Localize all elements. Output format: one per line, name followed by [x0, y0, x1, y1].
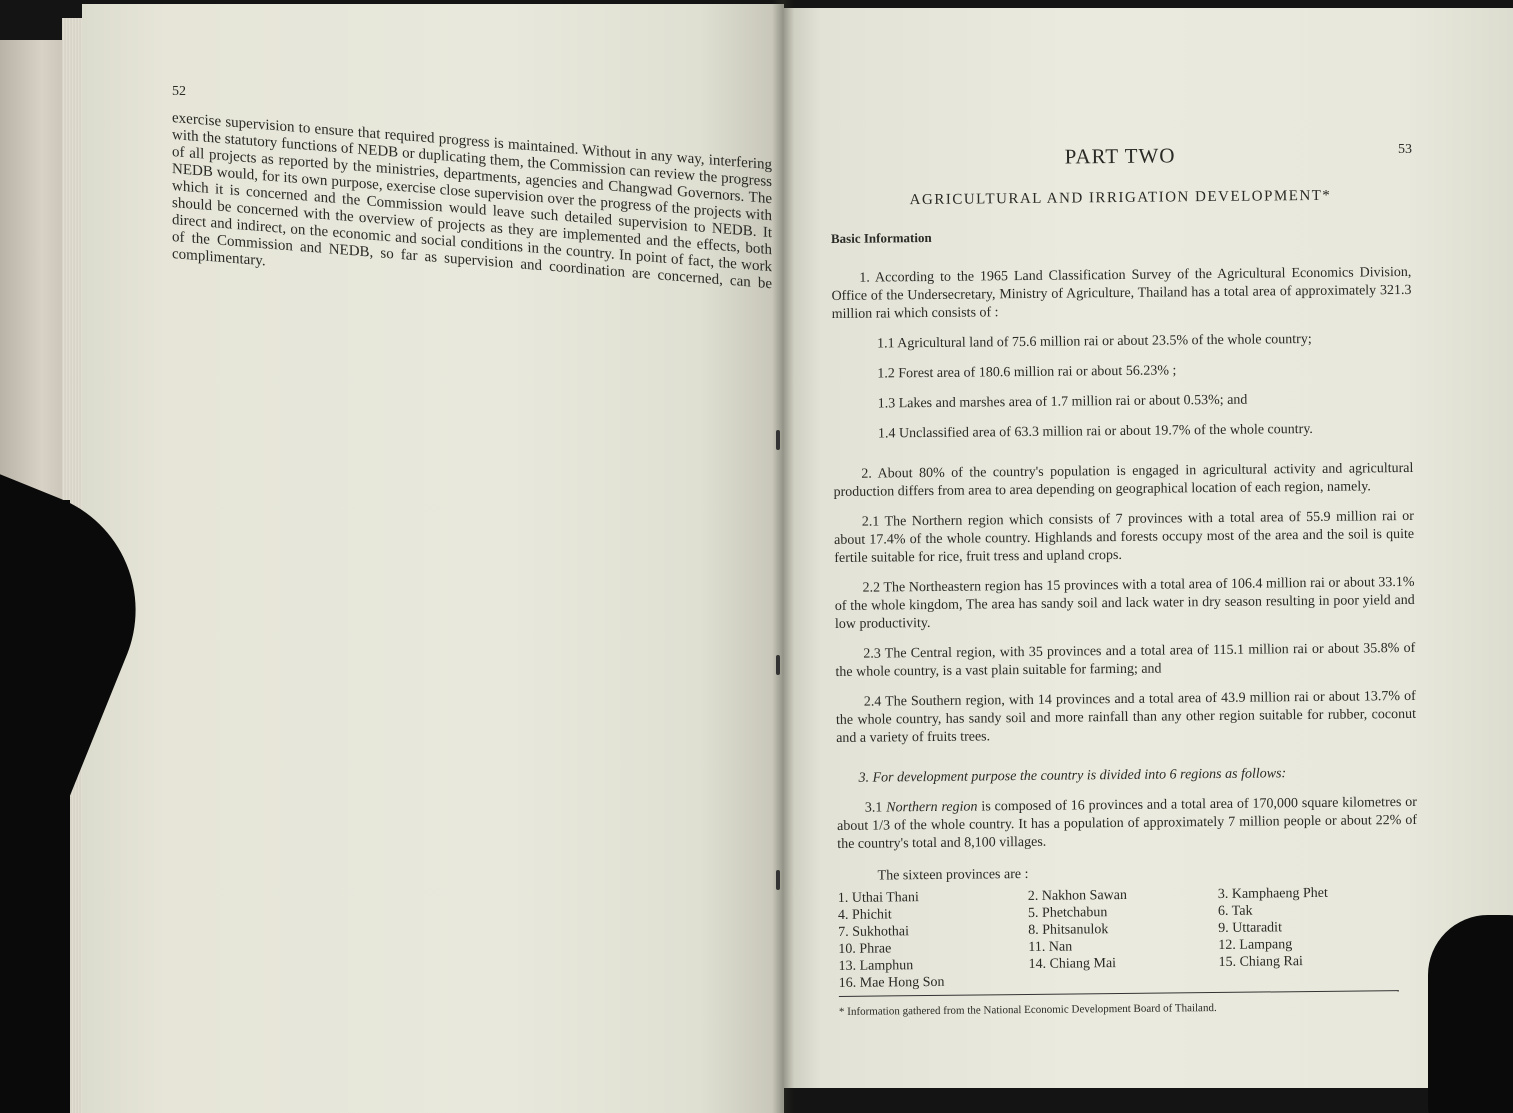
- paragraph-3-1-region: Northern region: [886, 799, 978, 816]
- list-item: 8. Phitsanulok: [1028, 922, 1109, 938]
- binding-stitch: [776, 870, 780, 890]
- paragraph-2-3: 2.3 The Central region, with 35 provinces and a total area of 115.1 million rai or about 35.8% of the whole country, is a vast plain suitable for farming; and: [835, 640, 1416, 680]
- list-item: 1.2 Forest area of 180.6 million rai or about 56.23% ;: [877, 363, 1177, 382]
- paragraph-3: 3. For development purpose the country is divided into 6 regions as follows:: [858, 766, 1287, 786]
- paragraph-2-4: 2.4 The Southern region, with 14 provinces and a total area of 43.9 million rai or about 13.7% of the whole country, has sandy soil and more rainfall than any other region suitable for rubber, coconut and a variety of fruits trees.: [835, 688, 1417, 746]
- part-title: PART TWO: [1064, 143, 1176, 169]
- list-item: 1.4 Unclassified area of 63.3 million rai or about 19.7% of the whole country.: [877, 421, 1313, 442]
- list-item: 12. Lampang: [1218, 937, 1293, 953]
- list-item: [1219, 969, 1404, 988]
- list-item: 6. Tak: [1217, 903, 1253, 919]
- book-gutter: [772, 0, 794, 1113]
- list-item: 10. Phrae: [838, 941, 892, 957]
- paragraph-3-1: [837, 794, 1418, 854]
- left-page-paragraph: exercise supervision to ensure that required progress is maintained. Without in any way, interfering with the statutory functions of NEDB or duplicating them, the Commission can review the progress of all projects as reported by the ministries, departments, agencies and Changwad Governors. The NEDB would, for its own purpose, exercise close supervision over the progress of the projects with which it is concerned and the Commission would leave such detailed supervision to NEDB. It should be concerned with the overview of projects as they are implemented and the effects, both direct and indirect, on the economic and social conditions in the country. In point of fact, the work of the Commission and NEDB, so far as supervision and coordination are concerned, can be complimentary.: [172, 110, 772, 293]
- provinces-list: [838, 884, 1419, 992]
- list-item: 9. Uttaradit: [1218, 920, 1283, 936]
- list-item: 4. Phichit: [837, 907, 892, 923]
- list-item: 15. Chiang Rai: [1218, 954, 1303, 970]
- paragraph-3-1-text: is composed of 16 provinces and a total area of 170,000 square kilometres or about 1/3 of the whole country. It has a population of approximately 7 million people or about 22% of the country's total and 8,100 villages.: [837, 794, 1418, 852]
- subheading: Basic Information: [830, 229, 932, 246]
- page-number-right: 53: [1398, 142, 1412, 157]
- binding-stitch: [776, 430, 780, 450]
- footnote-divider: [839, 990, 1399, 997]
- paragraph-2-2: 2.2 The Northeastern region has 15 provinces with a total area of 106.4 million rai or about 33.1% of the whole kingdom, The area has sandy soil and lack water in dry season resulting in poor yield and low productivity.: [834, 574, 1415, 632]
- list-item: 11. Nan: [1028, 939, 1073, 955]
- list-item: 1.3 Lakes and marshes area of 1.7 million rai or about 0.53%; and: [877, 392, 1248, 412]
- page-number-left: 52: [172, 84, 186, 99]
- paragraph-3-1-number: 3.1: [864, 800, 883, 816]
- list-item: 7. Sukhothai: [838, 924, 910, 940]
- section-title: AGRICULTURAL AND IRRIGATION DEVELOPMENT*: [909, 187, 1332, 209]
- list-item: 1. Uthai Thani: [837, 890, 919, 906]
- list-item: 5. Phetchabun: [1027, 905, 1108, 921]
- list-item: 2. Nakhon Sawan: [1027, 887, 1128, 904]
- paragraph-1: 1. According to the 1965 Land Classification Survey of the Agricultural Economics Division, Office of the Undersecretary, Ministry of Agriculture, Thailand has a total area of approximately 321.3 million rai which consists of :: [831, 264, 1412, 322]
- paragraph-2: 2. About 80% of the country's population is engaged in agricultural activity and agricultural production differs from area to area depending on geographical location of each region, namely.: [833, 460, 1414, 500]
- footnote: * Information gathered from the National Economic Development Board of Thailand.: [838, 1001, 1217, 1018]
- paragraph-2-1: 2.1 The Northern region which consists of 7 provinces with a total area of 55.9 million rai or about 17.4% of the whole country. Highlands and forests occupy most of the area and the soil is quite fertile suitable for rice, fruit tress and upland crops.: [834, 508, 1415, 566]
- list-item: 1.1 Agricultural land of 75.6 million rai or about 23.5% of the whole country;: [876, 331, 1312, 352]
- thumb-right: [1428, 915, 1513, 1113]
- list-item: [1029, 971, 1214, 990]
- list-item: 14. Chiang Mai: [1028, 956, 1117, 972]
- provinces-intro: The sixteen provinces are :: [877, 866, 1029, 884]
- list-item: 13. Lamphun: [838, 958, 914, 974]
- binding-stitch: [776, 655, 780, 675]
- list-item: 3. Kamphaeng Phet: [1217, 885, 1328, 902]
- right-page-content: [830, 144, 1419, 1033]
- list-item: 16. Mae Hong Son: [838, 974, 945, 991]
